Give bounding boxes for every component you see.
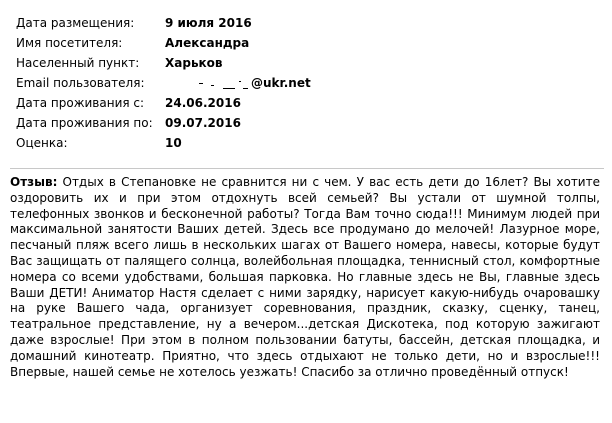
visitor-name-label: Имя посетителя: — [16, 36, 123, 50]
placement-date-label: Дата размещения: — [16, 16, 135, 30]
stay-from-value: 24.06.2016 — [165, 96, 241, 110]
review-label: Отзыв: — [10, 175, 58, 189]
review-card — [2, 13, 610, 419]
stay-to-label: Дата проживания по: — [16, 116, 153, 130]
detail-row-locality — [10, 53, 311, 73]
detail-row-stay-from — [10, 93, 311, 113]
rating-label: Оценка: — [16, 136, 68, 150]
email-domain: @ukr.net — [251, 76, 311, 90]
detail-row-stay-to — [10, 113, 311, 133]
stay-from-label: Дата проживания с: — [16, 96, 145, 110]
review-body — [10, 175, 600, 380]
email-value — [165, 73, 311, 93]
rating-value: 10 — [165, 136, 182, 150]
review-text: Отдых в Степановке не сравнится ни с чем. У вас есть дети до 16лет? Вы хотите оздоровить их и при этом отдохнуть всей семьей? Вы устали от шумной толпы, телефонных звонков и бесконечной работы? Тогда Вам точно сюда!!! Минимум людей при максимальной занятости Ваших детей. Здесь все продумано до мелочей! Лазурное море, песчаный пляж всего лишь в нескольких шагах от Вашего номера, навесы, которые будут Вас защищать от палящего солнца, волейбольная площадка, теннисный стол, комфортные номера со всеми удобствами, большая парковка. Но главные здесь не Вы, главные здесь Ваши ДЕТИ! Аниматор Настя сделает с ними зарядку, нарисует какую-нибудь очаровашку на руке Вашего чада, организует соревнования, праздник, сказку, сценку, танец, театральное представление, ну а вечером...детская Дискотека, под которую зажигают даже взрослые! При этом в полном пользовании батуты, бассейн, детская площадка, и домашний кинотеатр. Приятно, что здесь отдыхают не только дети, но и взрослые!!! Впервые, нашей семье не хотелось уезжать! Спасибо за отлично проведённый отпуск! — [10, 175, 600, 379]
locality-label: Населенный пункт: — [16, 56, 140, 70]
section-divider — [10, 168, 604, 169]
visitor-name-value: Александра — [165, 36, 250, 50]
detail-row-placement-date — [10, 13, 311, 33]
locality-value: Харьков — [165, 56, 223, 70]
detail-row-email — [10, 73, 311, 93]
detail-row-visitor-name — [10, 33, 311, 53]
review-details-table — [10, 13, 311, 153]
placement-date-value: 9 июля 2016 — [165, 16, 252, 30]
detail-row-rating — [10, 133, 311, 153]
email-label: Email пользователя: — [16, 76, 145, 90]
email-redaction — [165, 78, 251, 90]
stay-to-value: 09.07.2016 — [165, 116, 241, 130]
